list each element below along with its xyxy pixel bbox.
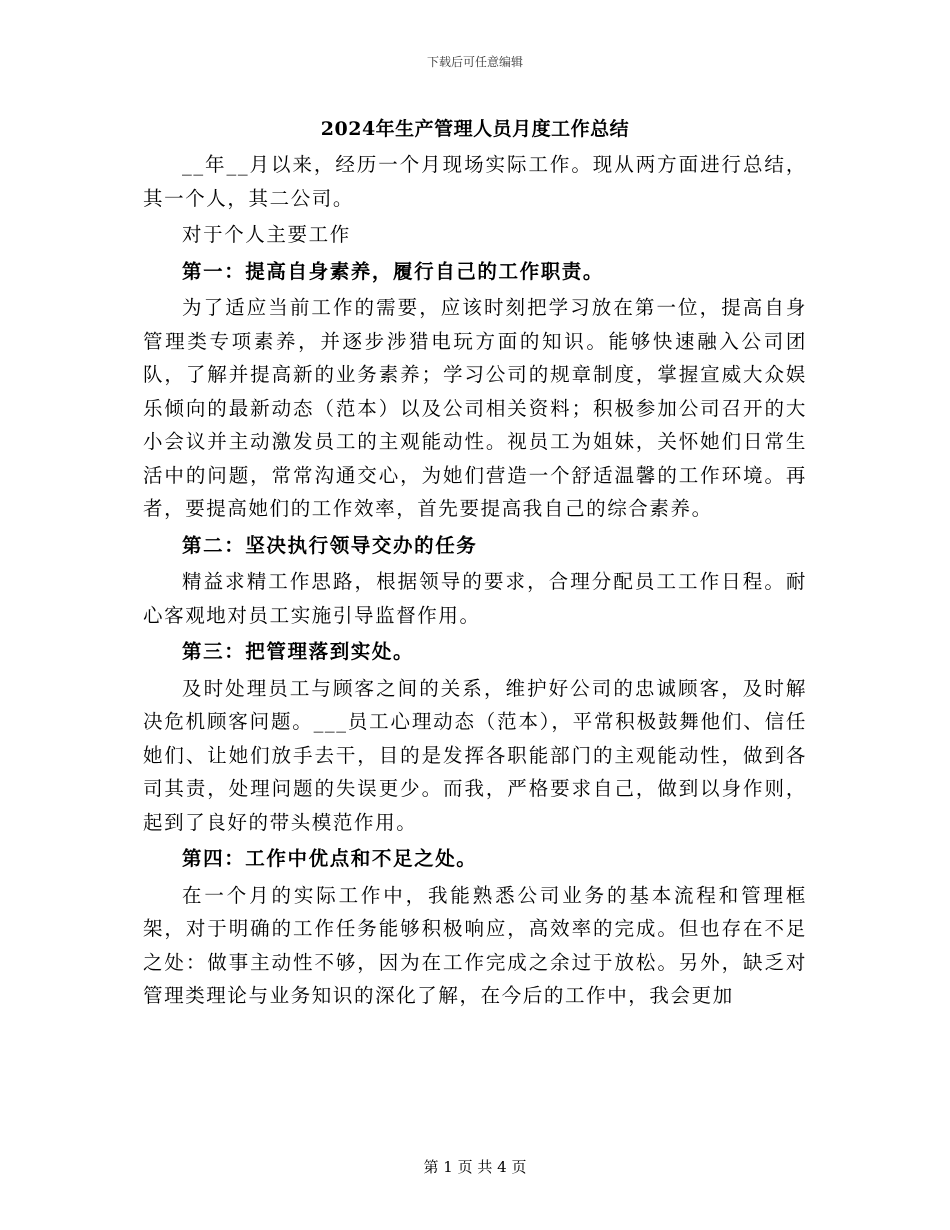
page-number-footer: 第 1 页 共 4 页 [423, 1158, 527, 1176]
paragraph-second: 精益求精工作思路，根据领导的要求，合理分配员工工作日程。耐心客观地对员工实施引导监督作用。 [143, 570, 807, 627]
paragraph-fourth: 在一个月的实际工作中，我能熟悉公司业务的基本流程和管理框架，对于明确的工作任务能够积极响应，高效率的完成。但也存在不足之处：做事主动性不够，因为在工作完成之余过于放松。另外，缺乏对管理类理论与业务知识的深化了解，在今后的工作中，我会更加 [143, 883, 807, 1007]
paragraph-section-label: 对于个人主要工作 [182, 223, 351, 246]
document-body [143, 148, 807, 1016]
heading-second: 第二：坚决执行领导交办的任务 [182, 533, 478, 557]
document-title: 2024年生产管理人员月度工作总结 [320, 118, 630, 140]
heading-third: 第三：把管理落到实处。 [182, 640, 415, 663]
paragraph-third: 及时处理员工与顾客之间的关系，维护好公司的忠诚顾客，及时解决危机顾客问题。___员工心理动态（范本），平常积极鼓舞他们、信任她们、让她们放手去干，目的是发挥各职能部门的主观能动性，做到各司其责，处理问题的失误更少。而我，严格要求自己，做到以身作则，起到了良好的带头模范作用。 [143, 676, 807, 834]
heading-first: 第一：提高自身素养，履行自己的工作职责。 [182, 259, 605, 283]
page-header-note: 下载后可任意编辑 [426, 55, 523, 69]
heading-fourth: 第四：工作中优点和不足之处。 [182, 847, 478, 870]
paragraph-intro: __年__月以来，经历一个月现场实际工作。现从两方面进行总结，其一个人，其二公司。 [143, 153, 807, 210]
paragraph-first: 为了适应当前工作的需要，应该时刻把学习放在第一位，提高自身管理类专项素养，并逐步涉猎电玩方面的知识。能够快速融入公司团队，了解并提高新的业务素养；学习公司的规章制度，掌握宣威大众娱乐倾向的最新动态（范本）以及公司相关资料；积极参加公司召开的大小会议并主动激发员工的主观能动性。视员工为姐妹，关怀她们日常生活中的问题，常常沟通交心，为她们营造一个舒适温馨的工作环境。再者，要提高她们的工作效率，首先要提高我自己的综合素养。 [143, 296, 807, 520]
